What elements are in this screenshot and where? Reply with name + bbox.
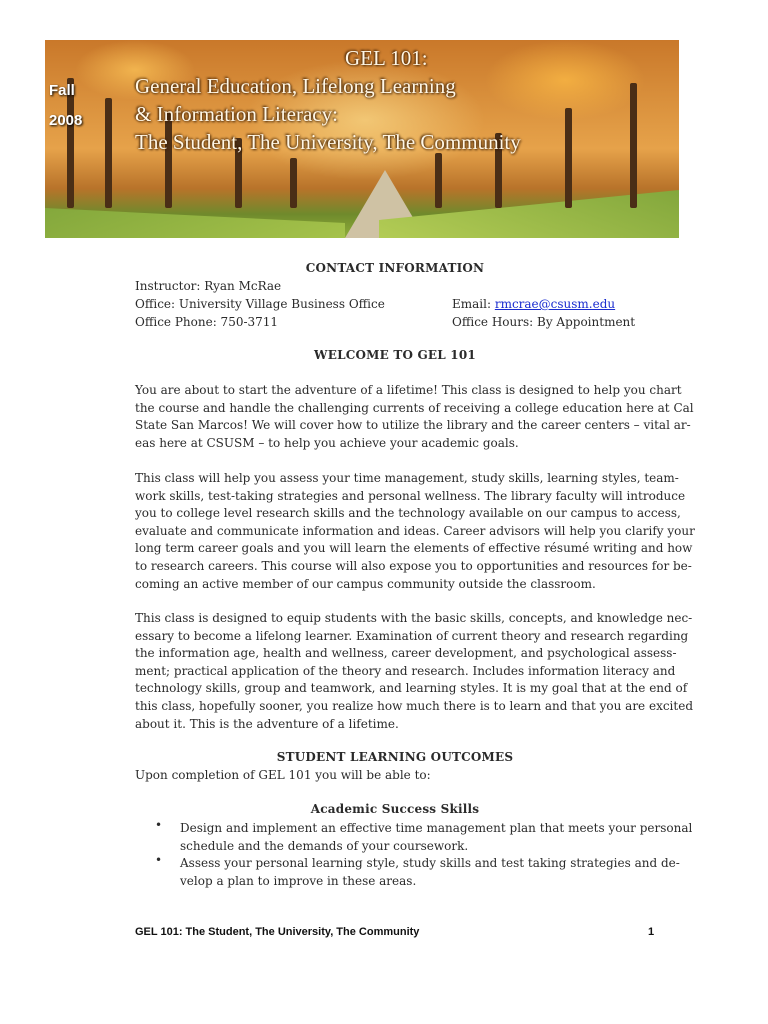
banner-tree-trunk [630, 83, 637, 208]
welcome-heading: WELCOME TO GEL 101 [314, 348, 476, 362]
banner-title-line-1: GEL 101: [345, 46, 428, 70]
paragraph-line: the information age, health and wellness, career development, and psychological assess- [135, 646, 677, 661]
banner-tree-trunk [290, 158, 297, 208]
bullet-line: Design and implement an effective time management plan that meets your personal [180, 821, 693, 835]
paragraph-line: work skills, test-taking strategies and personal wellness. The library faculty will introduce [135, 488, 686, 503]
paragraph-line: the course and handle the challenging currents of receiving a college education here at Cal [135, 400, 694, 415]
welcome-paragraph-3 [135, 610, 693, 733]
paragraph-line: This class will help you assess your time management, study skills, learning styles, team- [135, 471, 679, 485]
paragraph-line: this class, hopefully sooner, you realize how much there is to learn and that you are excited [135, 698, 693, 713]
banner-tree-trunk [435, 153, 442, 208]
paragraph-line: to research careers. This course will also expose you to opportunities and resources for be- [135, 558, 692, 573]
banner-title-line-4: The Student, The University, The Community [135, 130, 521, 154]
email-label: Email: [452, 297, 495, 311]
paragraph-line: eas here at CSUSM – to help you achieve your academic goals. [135, 435, 519, 450]
paragraph-line: This class is designed to equip students with the basic skills, concepts, and knowledge nec- [135, 611, 693, 625]
bullet-line: schedule and the demands of your coursework. [180, 838, 469, 853]
paragraph-line: evaluate and communicate information and ideas. Career advisors will help you clarify your [135, 523, 695, 538]
banner-title-line-3: & Information Literacy: [135, 102, 338, 126]
contact-heading: CONTACT INFORMATION [305, 261, 485, 275]
bullet-marker: • [155, 818, 163, 832]
bullet-line: velop a plan to improve in these areas. [180, 873, 417, 888]
welcome-paragraph-2 [135, 470, 695, 593]
outcome-bullet-2 [180, 855, 680, 890]
semester-label: Fall [49, 82, 75, 99]
bullet-line: Assess your personal learning style, study skills and test taking strategies and de- [180, 856, 680, 870]
phone-line: Office Phone: 750-3711 [135, 315, 279, 329]
page-number: 1 [648, 926, 655, 938]
paragraph-line: ment; practical application of the theory and research. Includes information literacy and [135, 663, 676, 678]
banner-title-line-2: General Education, Lifelong Learning [135, 74, 456, 98]
paragraph-line: coming an active member of our campus community outside the classroom. [135, 576, 596, 591]
instructor-line: Instructor: Ryan McRae [135, 279, 282, 293]
email-line [452, 297, 615, 311]
outcome-bullet-1 [180, 820, 693, 855]
academic-success-subheading: Academic Success Skills [310, 802, 480, 816]
year-label: 2008 [49, 112, 83, 129]
banner-grass-left [45, 188, 345, 238]
paragraph-line: essary to become a lifelong learner. Examination of current theory and research regarding [135, 628, 689, 643]
footer-title: GEL 101: The Student, The University, The Community [135, 926, 420, 938]
header-banner-image [45, 40, 679, 238]
banner-tree-trunk [105, 98, 112, 208]
paragraph-line: long term career goals and you will learn the elements of effective résumé writing and how [135, 541, 693, 556]
office-line: Office: University Village Business Office [135, 297, 385, 311]
paragraph-line: You are about to start the adventure of a lifetime! This class is designed to help you chart [135, 383, 682, 397]
bullet-marker: • [155, 853, 163, 867]
welcome-paragraph-1 [135, 382, 694, 452]
banner-tree-trunk [565, 108, 572, 208]
email-link[interactable]: rmcrae@csusm.edu [494, 297, 616, 311]
outcomes-heading: STUDENT LEARNING OUTCOMES [276, 750, 514, 764]
office-hours-line: Office Hours: By Appointment [452, 315, 636, 329]
paragraph-line: technology skills, group and teamwork, and learning styles. It is my goal that at the end of [135, 681, 688, 696]
paragraph-line: you to college level research skills and the technology available on our campus to access, [135, 506, 681, 521]
paragraph-line: about it. This is the adventure of a lifetime. [135, 716, 399, 731]
outcomes-intro: Upon completion of GEL 101 you will be able to: [135, 768, 431, 782]
paragraph-line: State San Marcos! We will cover how to utilize the library and the career centers – vital ar- [135, 418, 691, 433]
